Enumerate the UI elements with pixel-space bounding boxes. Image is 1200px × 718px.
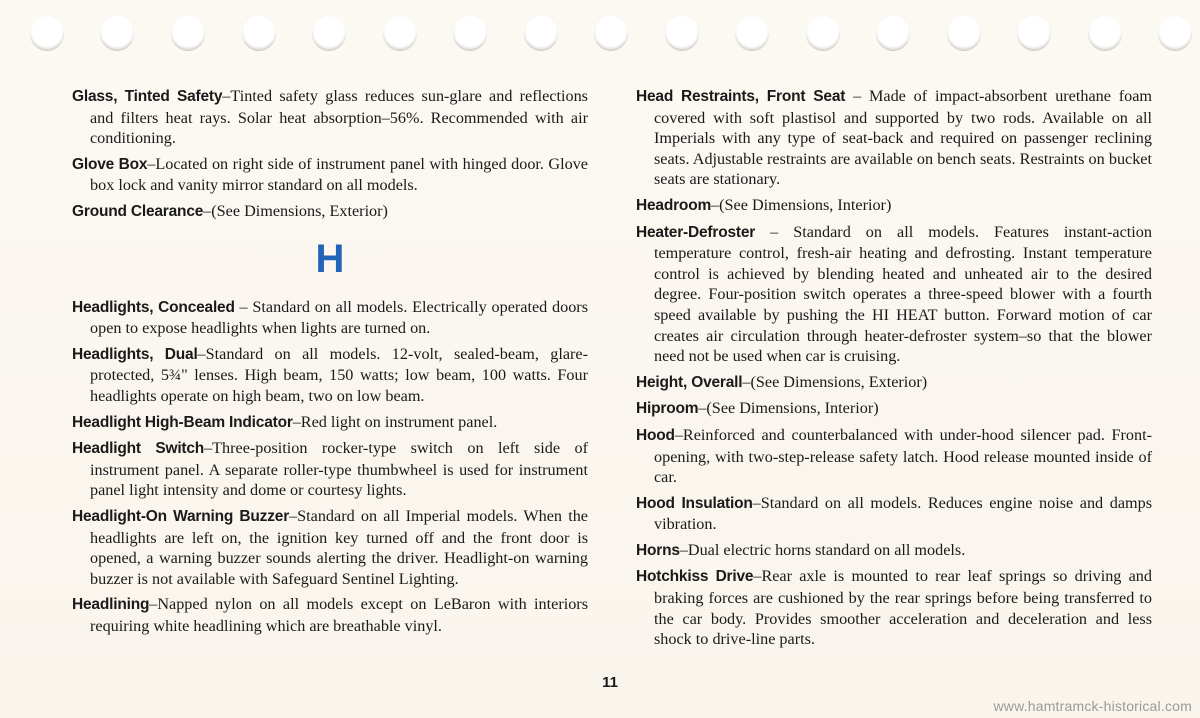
glossary-entry (636, 425, 1152, 488)
binder-hole (242, 16, 276, 51)
page-number: 11 (602, 674, 618, 691)
entry-term: Headlining (72, 596, 150, 614)
glossary-entry (636, 372, 1152, 394)
entry-definition: –(See Dimensions, Exterior) (742, 372, 928, 391)
binder-hole (665, 16, 699, 51)
entry-term: Height, Overall (636, 373, 743, 391)
entry-term: Headlights, Dual (72, 345, 198, 363)
binder-hole (735, 16, 769, 51)
binder-hole (947, 16, 981, 51)
section-letter-heading: H (315, 236, 345, 281)
left-entries-bottom (72, 297, 588, 637)
glossary-entry (636, 540, 1152, 562)
entry-term: Hood Insulation (636, 494, 753, 512)
glossary-entry (636, 566, 1152, 649)
entry-definition: – Made of impact-absorbent urethane foam covered with soft plastisol and supported by two rods. Available on all Imperials with any type of seat-back and required on passenger reclining seats. Adjustable restraints are available on bench seats. Restraints on bucket seats are stationary. (654, 87, 1153, 189)
entry-definition: –Located on right side of instrument panel with hinged door. Glove box lock and vanity mirror standard on all models. (90, 154, 588, 195)
entry-term: Headlights, Concealed (72, 298, 235, 316)
entry-term: Headlight Switch (72, 440, 205, 458)
binder-hole (524, 16, 558, 51)
entry-definition: –Rear axle is mounted to rear leaf springs so driving and braking forces are cushioned by the rear springs before being transferred to the car body. Provides smoother acceleration and deceleration and less shock to drive-line parts. (654, 567, 1152, 649)
entry-term: Heater-Defroster (636, 223, 756, 241)
glossary-entry (636, 86, 1152, 190)
entry-term: Hotchkiss Drive (636, 568, 754, 586)
binder-hole (1017, 16, 1051, 51)
entry-definition: – Standard on all models. Features instant-action temperature control, fresh-air heating and defrosting. Instant temperature control is achieved by blending heated and unheated air to the desired degree. Four-position switch operates a three-speed blower with a fourth speed available by pushing the HI HEAT button. Forward motion of car creates air circulation through heater-defroster system–so that the blower need not be used when car is cruising. (654, 222, 1152, 366)
entry-definition: –(See Dimensions, Interior) (711, 195, 892, 214)
binder-holes (0, 0, 1200, 60)
left-entries-top (72, 86, 588, 223)
entry-definition: –(See Dimensions, Interior) (698, 399, 879, 418)
entry-term: Head Restraints, Front Seat (636, 88, 846, 105)
entry-definition: –Standard on all models. Reduces engine noise and damps vibration. (654, 493, 1152, 534)
entry-term: Ground Clearance (72, 202, 204, 220)
binder-hole (453, 16, 487, 51)
entry-definition: –Red light on instrument panel. (292, 412, 498, 431)
entry-definition: –Dual electric horns standard on all models. (679, 540, 966, 559)
entry-term: Glove Box (72, 155, 148, 173)
entry-term: Hood (636, 426, 675, 444)
glossary-entry (636, 195, 1152, 217)
glossary-entry (636, 398, 1152, 420)
entry-term: Horns (636, 541, 680, 559)
glossary-entry (72, 86, 588, 149)
binder-hole (806, 16, 840, 51)
entry-definition: – Standard on all models. Electrically operated doors open to expose headlights when lights are turned on. (90, 297, 588, 338)
right-column (636, 86, 1152, 655)
entry-definition: –Napped nylon on all models except on LeBaron with interiors requiring white headlining which are breathable vinyl. (90, 595, 588, 635)
glossary-entry (72, 344, 588, 407)
entry-definition: –(See Dimensions, Exterior) (203, 201, 388, 220)
glossary-entry (72, 201, 588, 223)
binder-hole (171, 16, 205, 51)
entry-definition: –Three-position rocker-type switch on left side of instrument panel. A separate roller-type thumbwheel is used for instrument panel light intensity and dome or courtesy lights. (90, 439, 589, 500)
left-column (72, 86, 588, 641)
binder-hole (312, 16, 346, 51)
glossary-entry (72, 297, 588, 339)
glossary-entry (636, 493, 1152, 535)
binder-hole (1158, 16, 1192, 51)
glossary-entry (72, 594, 588, 636)
entry-definition: –Standard on all models. 12-volt, sealed-beam, glare-protected, 5¾" lenses. High beam, 150 watts; low beam, 100 watts. Four headlights operate on high beam, two on low beam. (90, 344, 588, 405)
glossary-entry (72, 506, 588, 589)
entry-definition: –Standard on all Imperial models. When the headlights are left on, the ignition key turned off and the front door is opened, a warning buzzer sounds alerting the driver. Headlight-on warning buzzer is not available with Safeguard Sentinel Lighting. (90, 506, 588, 588)
entry-term: Headroom (636, 196, 712, 214)
entry-term: Headlight High-Beam Indicator (72, 413, 293, 431)
glossary-entry (636, 222, 1152, 367)
entry-term: Headlight-On Warning Buzzer (72, 507, 290, 525)
entry-term: Glass, Tinted Safety (72, 88, 223, 105)
binder-hole (594, 16, 628, 51)
binder-hole (383, 16, 417, 51)
right-entries (636, 86, 1152, 650)
entry-definition: –Tinted safety glass reduces sun-glare and reflections and filters heat rays. Solar heat absorption–56%. Recommended with air conditioning. (90, 87, 588, 148)
binder-hole (1088, 16, 1122, 51)
watermark: www.hamtramck-historical.com (993, 698, 1192, 714)
glossary-entry (72, 154, 588, 196)
binder-hole (30, 16, 64, 51)
binder-hole (100, 16, 134, 51)
binder-hole (876, 16, 910, 51)
entry-term: Hiproom (636, 400, 699, 418)
entry-definition: –Reinforced and counterbalanced with under-hood silencer pad. Front-opening, with two-step-release safety latch. Hood release mounted inside of car. (654, 425, 1152, 487)
glossary-entry (72, 412, 588, 434)
glossary-entry (72, 438, 588, 501)
